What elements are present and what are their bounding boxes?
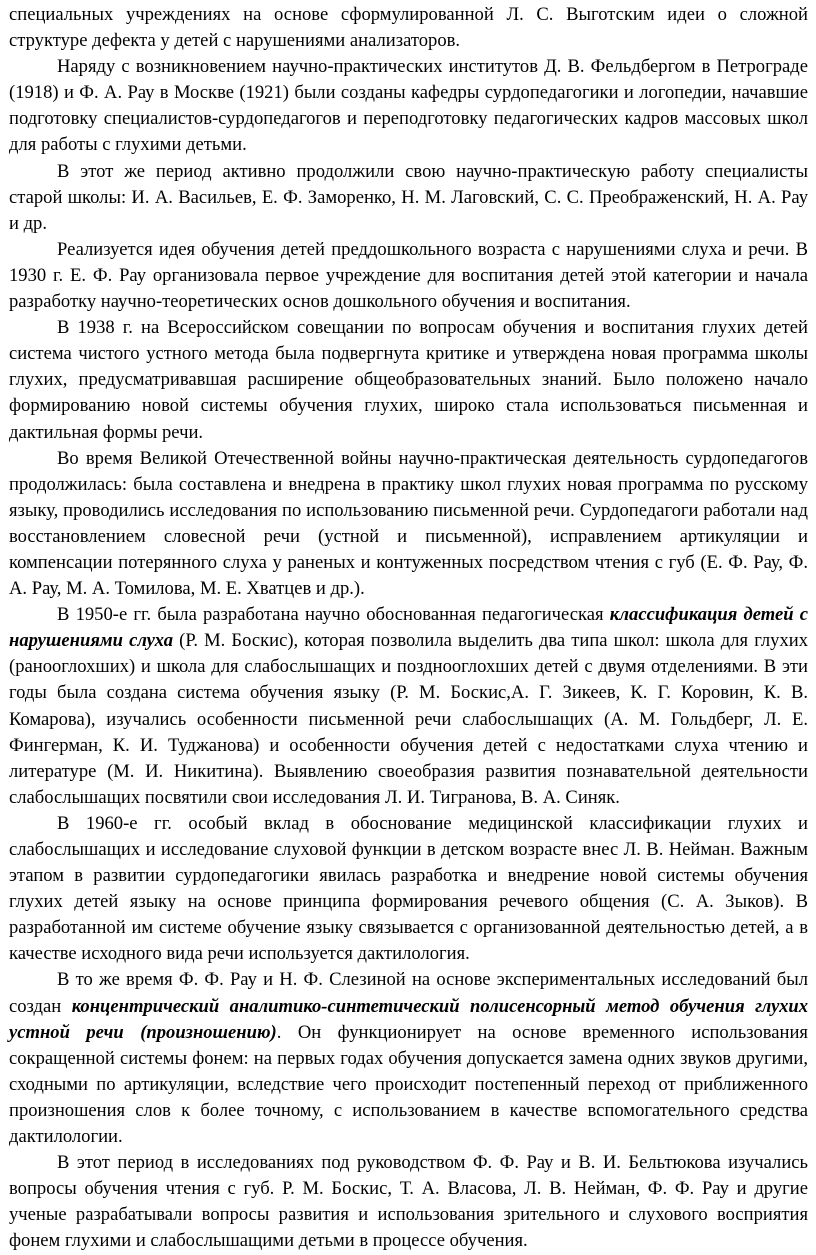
paragraph-text: В 1938 г. на Всероссийском совещании по вопросам обучения и воспитания глухих детей система чистого устного метода была подвергнута критике и утверждена новая программа школы глухих, предусматривавшая расширение общеобразовательных знаний. Было положено начало формированию новой системы обучения глухих, широко стала использоваться письменная и дактильная формы речи. [9,317,808,443]
paragraph [9,237,808,315]
paragraph-text: В 1950-е гг. была разработана научно обоснованная педагогическая [57,604,610,626]
paragraph-text: В этот период в исследованиях под руководством Ф. Ф. Рау и В. И. Бельтюкова изучались вопросы обучения чтения с губ. Р. М. Боскис, Т. А. Власова, Л. В. Нейман, Ф. Ф. Рау и другие ученые разрабатывали вопросы развития и использования зрительного и слухового восприятия фонем глухими и слабослышащими детьми в процессе обучения. [9,1152,808,1252]
paragraph-text: Во время Великой Отечественной войны научно-практическая деятельность сурдопедагогов продолжилась: была составлена и внедрена в практику школ глухих новая программа по русскому языку, проводились исследования по использованию письменной речи. Сурдопедагоги работали над восстановлением словесной речи (устной и письменной), исправлением артикуляции и компенсации потерянного слуха у раненых и контуженных посредством чтения с губ (Е. Ф. Рау, Ф. А. Рау, М. А. Томилова, М. Е. Хватцев и др.). [9,447,808,600]
paragraph-text: Реализуется идея обучения детей преддошкольного возраста с нарушениями слуха и речи. В 1930 г. Е. Ф. Рау организовала первое учреждение для воспитания детей этой категории и начала разработку научно-теоретических основ дошкольного обучения и воспитания. [9,238,808,313]
paragraph-text: специальных учреждениях на основе сформулированной Л. С. Выготским идеи о сложной структуре дефекта у детей с нарушениями анализаторов. [9,4,808,52]
paragraph-text: Наряду с возникновением научно-практических институтов Д. В. Фельдбергом в Петрограде (1918) и Ф. А. Рау в Москве (1921) были созданы кафедры сурдопедагогики и логопедии, начавшие подготовку специалистов-сурдопедагогов и переподготовку педагогических кадров массовых школ для работы с глухими детьми. [9,56,808,156]
paragraph [9,602,808,811]
paragraph [9,446,808,603]
paragraph-text: В то же время Ф. Ф. Рау и Н. Ф. Слезиной на основе экспериментальных исследований был создан [9,969,808,1017]
paragraph [9,811,808,968]
paragraph [9,2,808,54]
paragraph-text: В этот же период активно продолжили свою научно-практическую работу специалисты старой школы: И. А. Васильев, Е. Ф. Заморенко, Н. М. Лаговский, С. С. Преображенский, Н. А. Рау и др. [9,160,808,234]
paragraph [9,1150,808,1254]
paragraph [9,967,808,1150]
paragraph-text: (Р. М. Боскис), которая позволила выделить два типа школ: школа для глухих (ранооглохших) и школа для слабослышащих и позднооглохших детей с двумя отделениями. В эти годы была создана система обучения языку (Р. М. Боскис,А. Г. Зикеев, К. Г. Коровин, К. В. Комарова), изучались особенности письменной речи слабослышащих (А. М. Гольдберг, Л. Е. Фингерман, К. И. Туджанова) и особенности обучения детей с недостатками слуха чтению и литературе (М. И. Никитина). Выявлению своеобразия развития познавательной деятельности слабослышащих посвятили свои исследования Л. И. Тигранова, В. А. Синяк. [9,630,808,808]
paragraph-text: В 1960-е гг. особый вклад в обоснование медицинской классификации глухих и слабослышащих и исследование слуховой функции в детском возрасте внес Л. В. Нейман. Важным этапом в развитии сурдопедагогики явилась разработка и внедрение новой системы обучения глухих детей языку на основе принципа формирования речевого общения (С. А. Зыков). В разработанной им системе обучение языку связывается с организованной деятельностью детей, а в качестве исходного вида речи используется дактилология. [9,812,808,965]
paragraph [9,315,808,445]
paragraph [9,54,808,158]
emphasized-term: концентрический аналитико-синтетический полисенсорный метод обучения глухих устной речи (произношению) [9,995,809,1043]
emphasized-term: классификация детей с нарушениями слуха [9,604,808,652]
paragraph-text: . Он функционирует на основе временного использования сокращенной системы фонем: на первых годах обучения допускается замена одних звуков другими, сходными по артикуляции, вследствие чего происходит постепенный переход от приближенного произношения слов к более точному, с использованием в качестве вспомогательного средства дактилологии. [9,1021,808,1148]
paragraph [9,159,808,237]
